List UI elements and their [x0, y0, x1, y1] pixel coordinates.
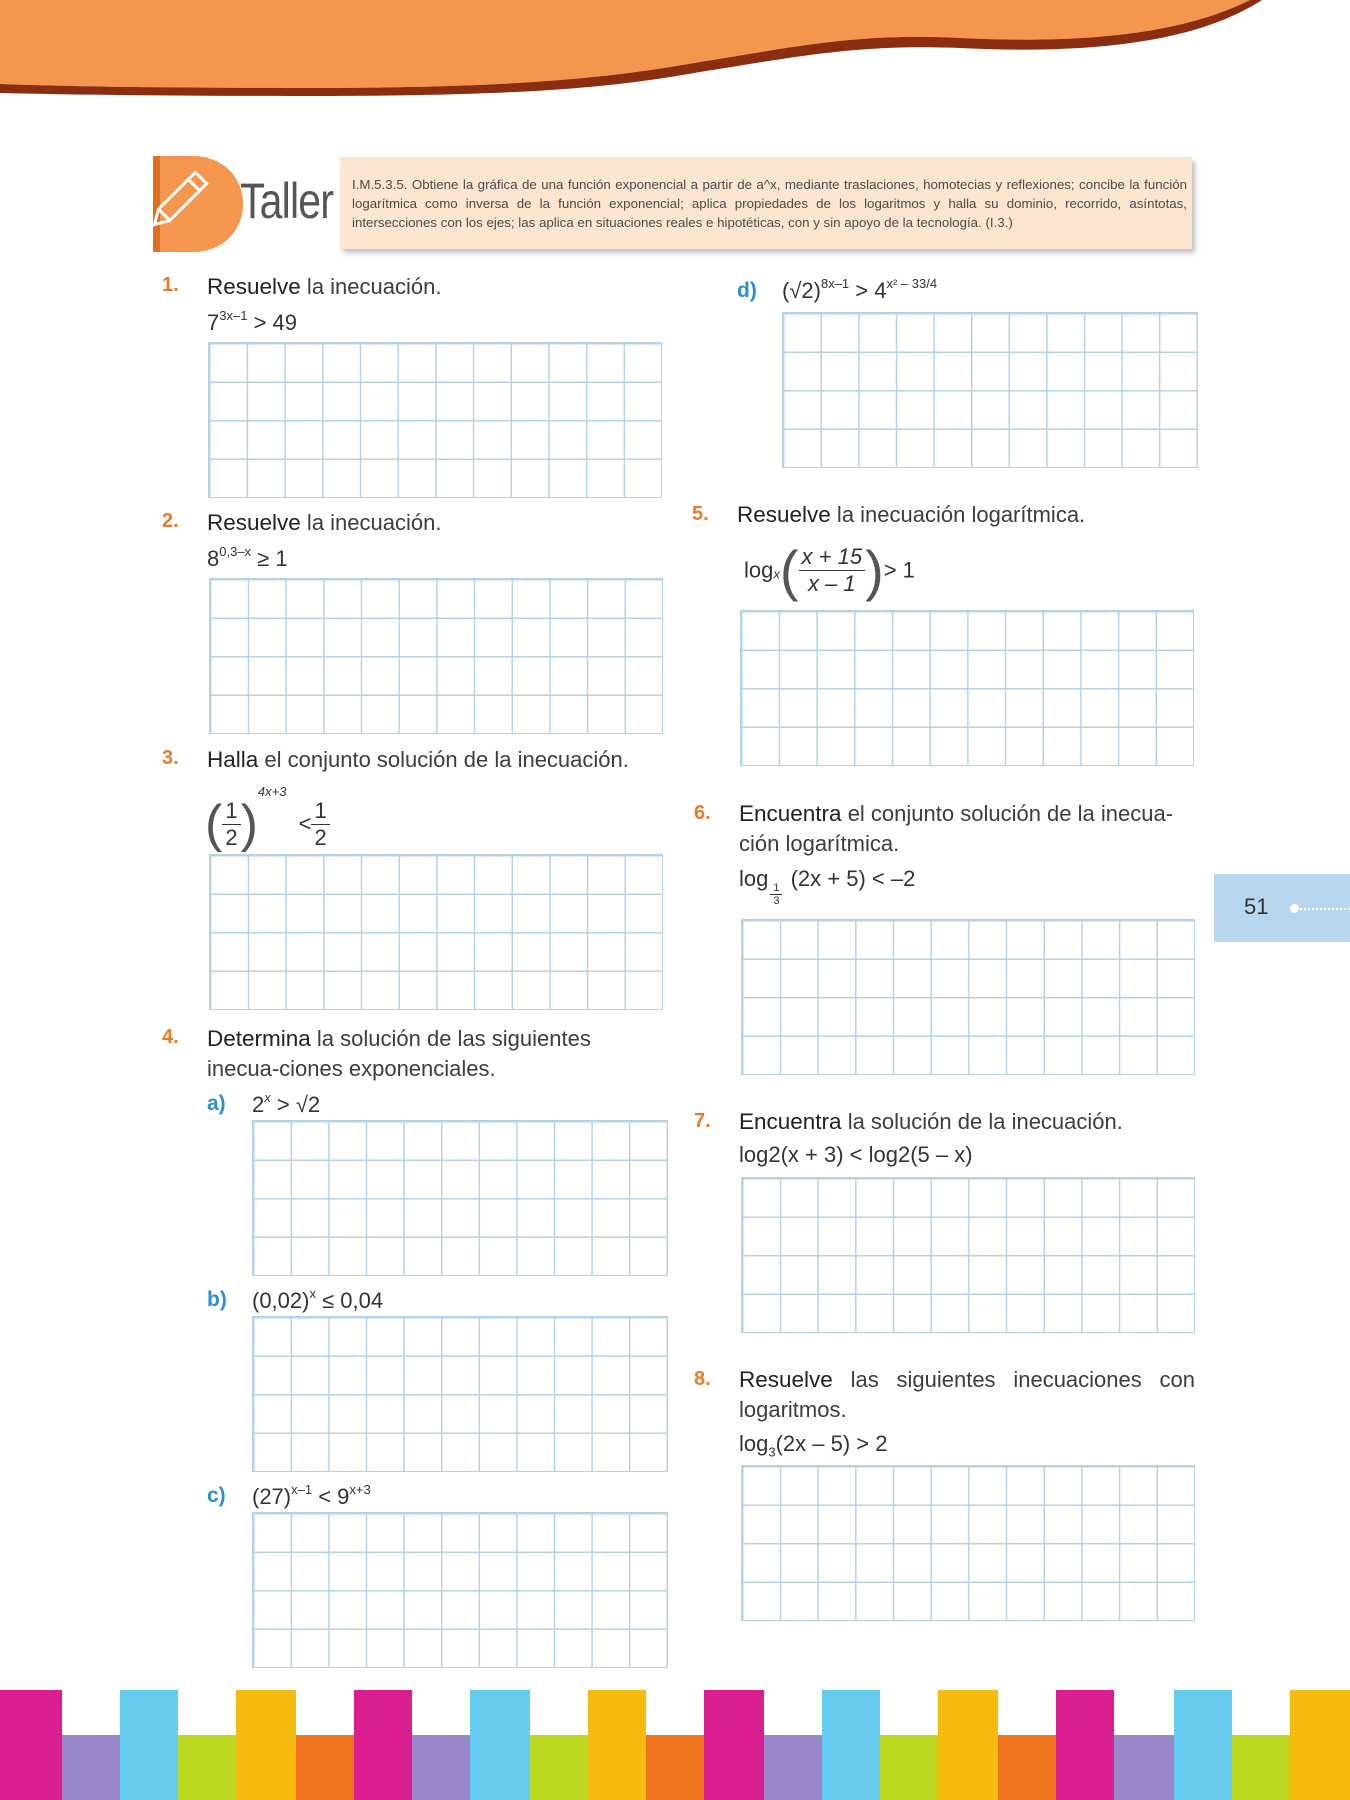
- exercise-3-rest: el conjunto solución de la inecuación.: [258, 747, 629, 772]
- m3-operator: <: [298, 811, 312, 837]
- top-decorative-wave: [0, 0, 1350, 100]
- exercise-4a-inequality: [252, 1090, 320, 1118]
- m4b-rhs: ≤ 0,04: [315, 1288, 384, 1313]
- exercise-4d-label: d): [737, 279, 757, 302]
- exercise-2-inequality: [207, 544, 288, 572]
- m4b-base: (0,02): [252, 1288, 310, 1313]
- exercise-4-verb: Determina: [207, 1026, 311, 1051]
- exercise-5-inequality: $\log_x$( $\frac{x + 15}{x - 1}$ )> 1: [744, 539, 915, 602]
- exercise-1-inequality: [207, 308, 297, 336]
- exercise-7-inequality: log2(x + 3) < log2(5 – x): [739, 1142, 973, 1167]
- exercise-1-number: 1.: [162, 274, 179, 296]
- exercise-5-statement: [737, 500, 1085, 530]
- answer-grid-5[interactable]: [740, 610, 1194, 766]
- answer-grid-3[interactable]: [209, 854, 663, 1010]
- m1-exponent: 3x–1: [219, 308, 248, 323]
- m6-base-numerator: 1: [770, 882, 782, 895]
- m5-log: log: [744, 557, 774, 583]
- exercise-3-inequality: ( $\frac{1}{2}$ )$^{4x+3}$ < $\frac{1}{2}$: [205, 784, 330, 850]
- exercise-6-verb: Encuentra: [739, 801, 842, 826]
- exercise-2-verb: Resuelve: [207, 510, 301, 535]
- m5-numerator: x + 15: [799, 544, 866, 571]
- exercise-7-statement: [739, 1107, 1123, 1137]
- exercise-7-number: 7.: [694, 1110, 711, 1132]
- m3-rhs-fraction: [311, 798, 329, 851]
- exercise-3-verb: Halla: [207, 747, 259, 772]
- m3-exponent: 4x+3: [257, 784, 287, 799]
- exercise-4a-label: a): [207, 1092, 226, 1115]
- m4b-exponent: x: [309, 1286, 316, 1301]
- m6-log: log: [739, 866, 769, 891]
- m4d-mid: > 4: [849, 278, 887, 303]
- m1-base: 7: [207, 310, 220, 335]
- answer-grid-4d[interactable]: [782, 312, 1198, 468]
- m4c-exponent: x–1: [291, 1482, 313, 1497]
- answer-grid-2[interactable]: [209, 578, 663, 734]
- exercise-4c-inequality: [252, 1482, 371, 1510]
- m4a-exponent: x: [264, 1090, 271, 1105]
- m4a-rhs: > √2: [270, 1092, 321, 1117]
- m4c-mid: < 9: [312, 1484, 350, 1509]
- exercise-4d-inequality: [782, 276, 937, 304]
- answer-grid-8[interactable]: [741, 1465, 1195, 1621]
- exercise-4-rest: la solución de las siguientes inecua-ciones exponenciales.: [207, 1026, 591, 1081]
- m4d-exponent-2: x² – 33/4: [886, 276, 938, 291]
- m4c-base: (27): [252, 1484, 292, 1509]
- m2-base: 8: [207, 546, 220, 571]
- exercise-1-verb: Resuelve: [207, 274, 301, 299]
- answer-grid-4c[interactable]: [252, 1512, 668, 1668]
- m6-rhs: (2x + 5) < –2: [790, 866, 916, 891]
- m5-fraction: [799, 544, 866, 597]
- criterion-text: I.M.5.3.5. Obtiene la gráfica de una función exponencial a partir de a^x, mediante traslaciones, homotecias y reflexiones; concibe la función logarítmica como inversa de la función exponencial; aplica propiedades de los logaritmos y halla su dominio, recorrido, asíntotas, intersecciones con los ejes; las aplica en situaciones reales e hipotéticas, con y sin apoyo de la tecnología. (I.3.): [352, 177, 1187, 230]
- m3-fraction: [222, 798, 240, 851]
- m3-denominator: 2: [225, 824, 238, 850]
- criterion-box: [340, 157, 1192, 249]
- exercise-4-statement: [207, 1024, 667, 1084]
- exercise-7-rest: la solución de la inecuación.: [841, 1109, 1123, 1134]
- m4d-base: (√2): [782, 278, 821, 303]
- m8-log: log: [739, 1431, 769, 1456]
- exercise-2-rest: la inecuación.: [300, 510, 442, 535]
- m3-rhs-denominator: 2: [314, 824, 327, 850]
- page-number: 51: [1244, 894, 1269, 919]
- exercise-8-number: 8.: [694, 1368, 711, 1390]
- m8-base: 3: [768, 1444, 776, 1460]
- m4d-exponent: 8x–1: [820, 276, 850, 291]
- page-tab-dotted-line: [1300, 908, 1350, 910]
- exercise-4c-label: c): [207, 1484, 226, 1507]
- exercise-4-number: 4.: [162, 1026, 179, 1048]
- bottom-decorative-stripes: [0, 1690, 1350, 1800]
- section-title: Taller: [240, 173, 334, 229]
- m5-denominator: x – 1: [807, 571, 856, 596]
- exercise-7-verb: Encuentra: [739, 1109, 842, 1134]
- exercise-1-statement: [207, 272, 441, 302]
- m6-base-denominator: 3: [773, 895, 780, 907]
- exercise-2-statement: [207, 508, 441, 538]
- exercise-3-number: 3.: [162, 747, 179, 769]
- pencil-badge-icon: [153, 156, 243, 252]
- exercise-5-number: 5.: [692, 503, 709, 525]
- exercise-2-number: 2.: [162, 510, 179, 532]
- answer-grid-7[interactable]: [741, 1177, 1195, 1333]
- exercise-5-verb: Resuelve: [737, 502, 831, 527]
- m4c-exponent-2: x+3: [349, 1482, 371, 1497]
- m3-numerator: 1: [222, 798, 240, 825]
- m2-exponent: 0,3–x: [219, 544, 252, 559]
- exercise-5-rest: la inecuación logarítmica.: [830, 502, 1086, 527]
- answer-grid-4b[interactable]: [252, 1316, 668, 1472]
- answer-grid-1[interactable]: [208, 342, 662, 498]
- exercise-6-statement: [739, 799, 1195, 859]
- m1-rhs: > 49: [247, 310, 297, 335]
- page-tab-dot: [1290, 904, 1299, 913]
- page-number-tab: [1214, 874, 1350, 942]
- exercise-8-verb: Resuelve: [739, 1367, 833, 1392]
- m5-base: x: [773, 566, 780, 582]
- m2-rhs: ≥ 1: [251, 546, 288, 571]
- exercise-4b-label: b): [207, 1288, 227, 1311]
- exercise-8-inequality: [739, 1431, 887, 1459]
- exercise-1-rest: la inecuación.: [300, 274, 442, 299]
- m4a-base: 2: [252, 1092, 265, 1117]
- m6-base-fraction: [770, 882, 782, 907]
- m3-rhs-numerator: 1: [311, 798, 329, 825]
- answer-grid-6[interactable]: [741, 919, 1195, 1075]
- m8-rhs: (2x – 5) > 2: [775, 1431, 888, 1456]
- exercise-6-rest: el conjunto solución de la inecua-ción logarítmica.: [739, 801, 1174, 856]
- m5-rhs: > 1: [883, 557, 915, 583]
- answer-grid-4a[interactable]: [252, 1120, 668, 1276]
- exercise-6-inequality: [739, 866, 915, 916]
- exercise-8-statement: [739, 1365, 1195, 1425]
- exercise-4b-inequality: [252, 1286, 383, 1314]
- exercise-6-number: 6.: [694, 802, 711, 824]
- exercise-8-rest: las siguientes inecuaciones con logaritmos.: [739, 1367, 1195, 1422]
- exercise-3-statement: [207, 745, 629, 775]
